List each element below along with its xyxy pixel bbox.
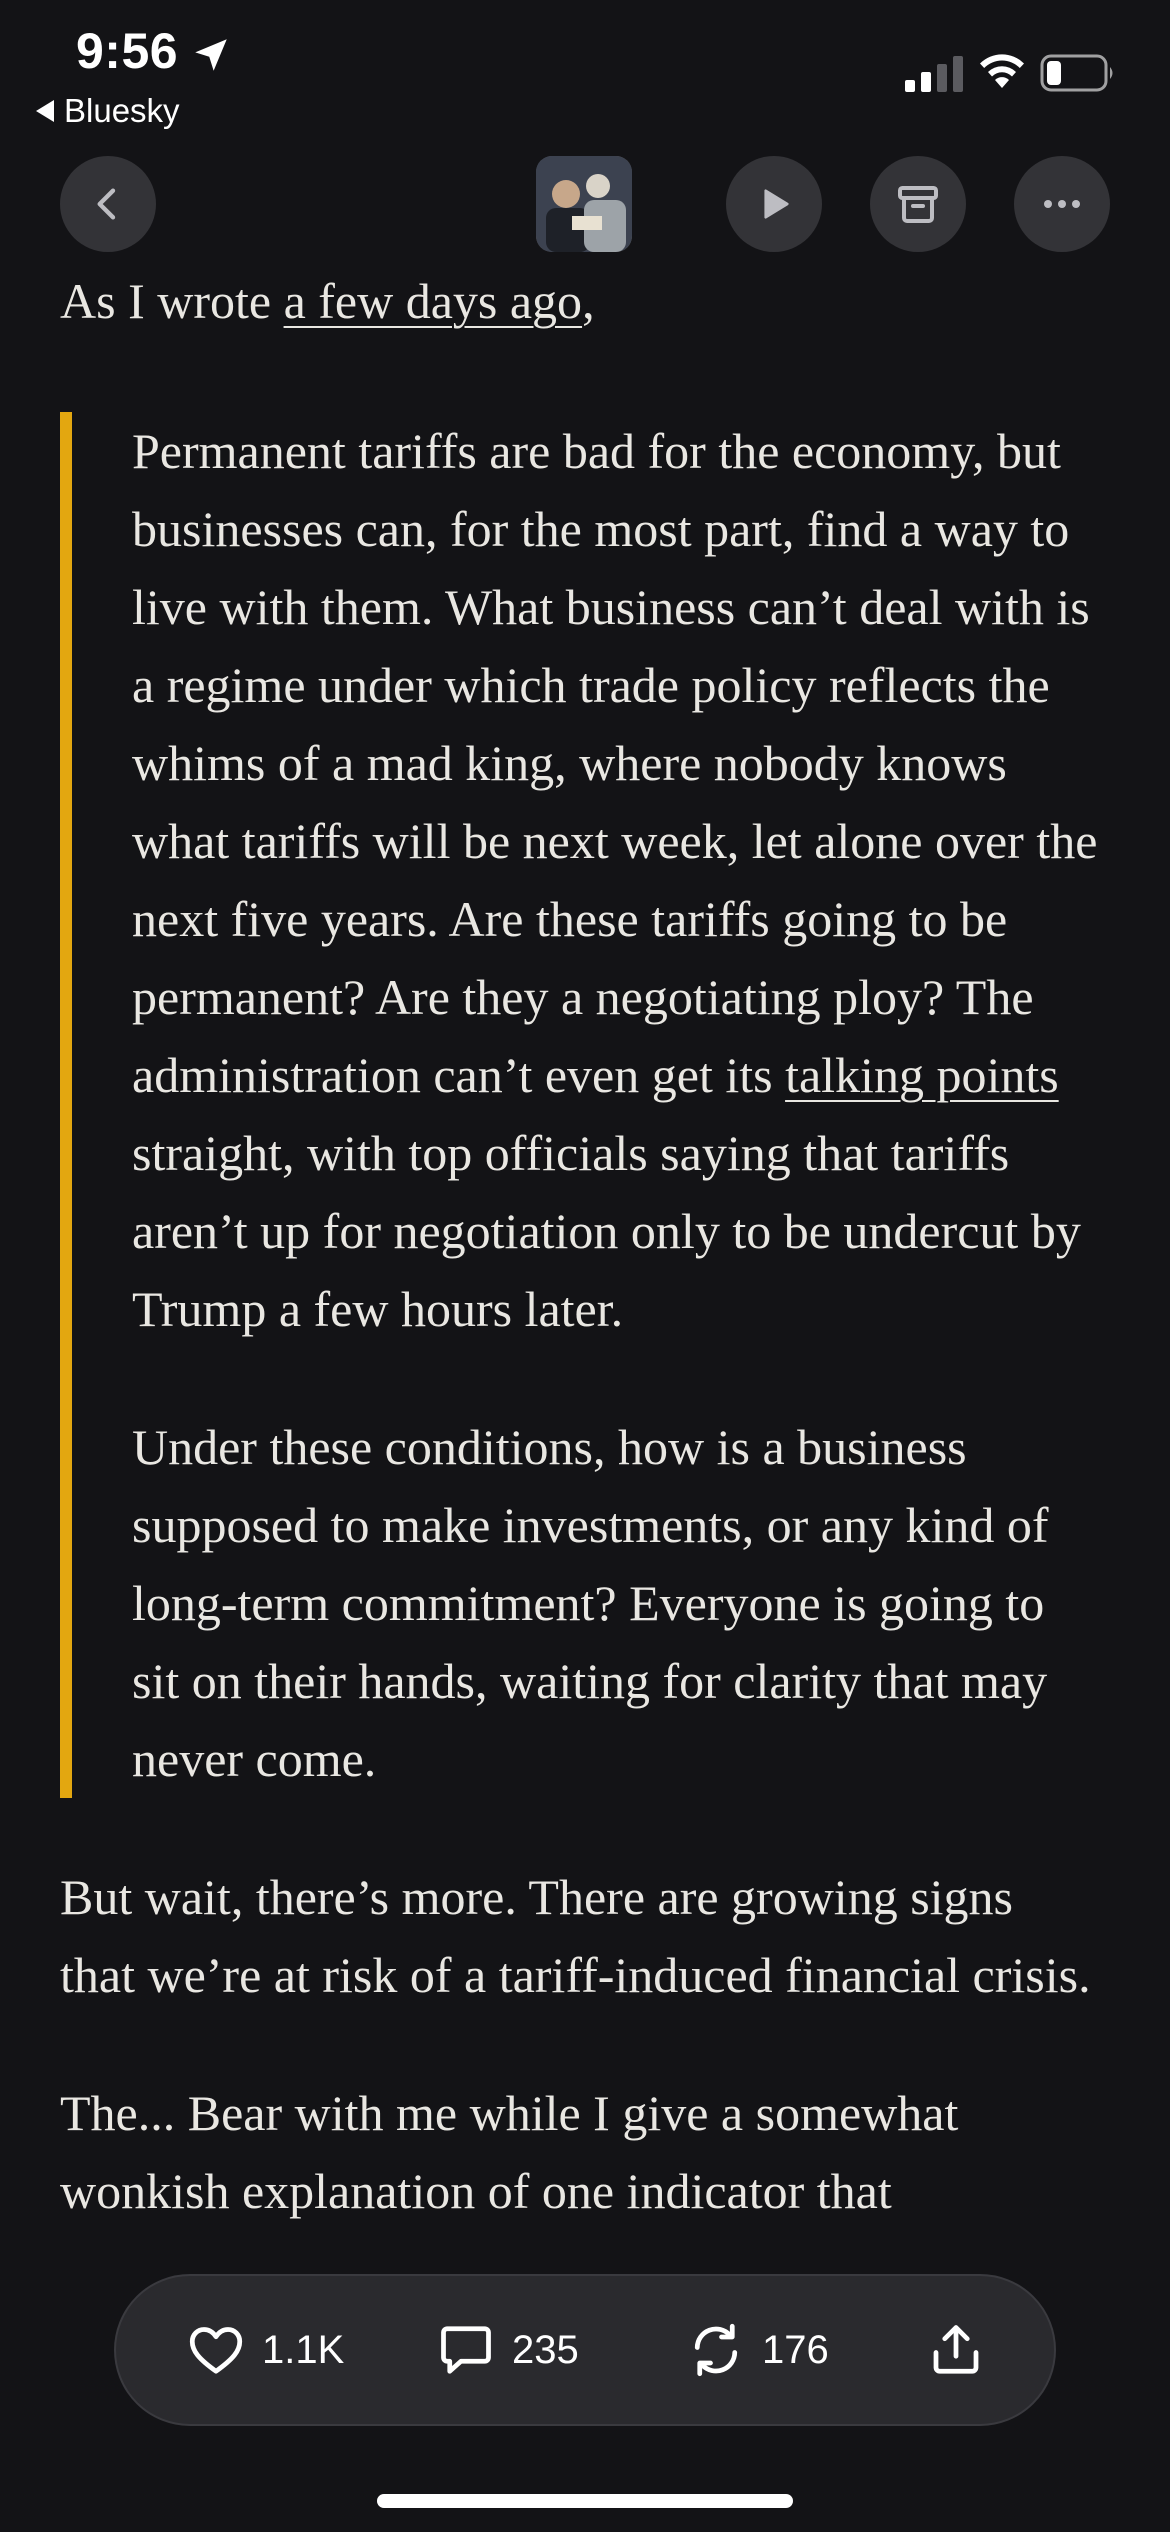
restack-button[interactable] [686, 2320, 829, 2380]
article-body [60, 262, 1100, 2230]
status-time: 9:56 [76, 23, 179, 79]
quote-paragraph-2: Under these conditions, how is a business supposed to make investments, or any kind of long-term commitment? Everyone is going to sit on their hands, waiting for clarity that may never come. [132, 1419, 1049, 1787]
home-indicator[interactable] [377, 2494, 793, 2508]
status-bar [0, 0, 1170, 140]
ellipsis-icon [1038, 180, 1086, 228]
quote-text-part-b: straight, with top officials saying that tariffs aren’t up for negotiation only to be undercut by Trump a few hours later. [132, 1125, 1081, 1337]
block-quote [60, 412, 1100, 1798]
like-count: 1.1K [262, 2327, 345, 2372]
wifi-icon [978, 50, 1026, 90]
body-paragraph: But wait, there’s more. There are growing signs that we’re at risk of a tariff-induced financial crisis. [60, 1869, 1091, 2003]
intro-text: As I wrote [60, 273, 284, 329]
body-paragraph-partial: The... Bear with me while I give a somewhat wonkish explanation of one indicator that [60, 2085, 959, 2219]
comment-bubble-icon [436, 2320, 496, 2380]
comment-button[interactable] [436, 2320, 579, 2380]
few-days-ago-link[interactable]: a few days ago [283, 273, 583, 329]
intro-paragraph [60, 262, 1100, 340]
quote-paragraph-1 [132, 412, 1100, 1348]
play-audio-button[interactable] [726, 156, 822, 252]
location-arrow-icon [190, 34, 232, 76]
restack-count: 176 [762, 2327, 829, 2372]
talking-points-link[interactable]: talking points [785, 1047, 1059, 1103]
battery-icon [1040, 54, 1116, 92]
publication-avatar[interactable] [536, 156, 632, 252]
back-to-app-button[interactable] [36, 92, 180, 130]
reader-toolbar [0, 156, 1170, 256]
restack-arrows-icon [686, 2320, 746, 2380]
play-icon [754, 184, 794, 224]
comment-count: 235 [512, 2327, 579, 2372]
share-button[interactable] [926, 2320, 986, 2380]
archive-icon [894, 180, 942, 228]
chevron-left-icon [88, 184, 128, 224]
intro-suffix: , [582, 273, 595, 329]
heart-icon [186, 2320, 246, 2380]
post-actions-bar [114, 2274, 1056, 2426]
back-triangle-icon [36, 100, 54, 122]
like-button[interactable] [186, 2320, 344, 2380]
archive-button[interactable] [870, 156, 966, 252]
back-button[interactable] [60, 156, 156, 252]
quote-text-part-a: Permanent tariffs are bad for the economy, but businesses can, for the most part, find a way to live with them. What business can’t deal with is a regime under which trade policy reflects the whims of a mad king, where nobody knows what tariffs will be next week, let alone over the next five years. Are these tariffs going to be permanent? Are they a negotiating ploy? The administration can’t even get its [132, 423, 1098, 1103]
cellular-signal-icon [905, 56, 965, 92]
author-photo-icon [536, 156, 632, 252]
share-icon [926, 2320, 986, 2380]
more-options-button[interactable] [1014, 156, 1110, 252]
back-app-label: Bluesky [64, 92, 180, 129]
